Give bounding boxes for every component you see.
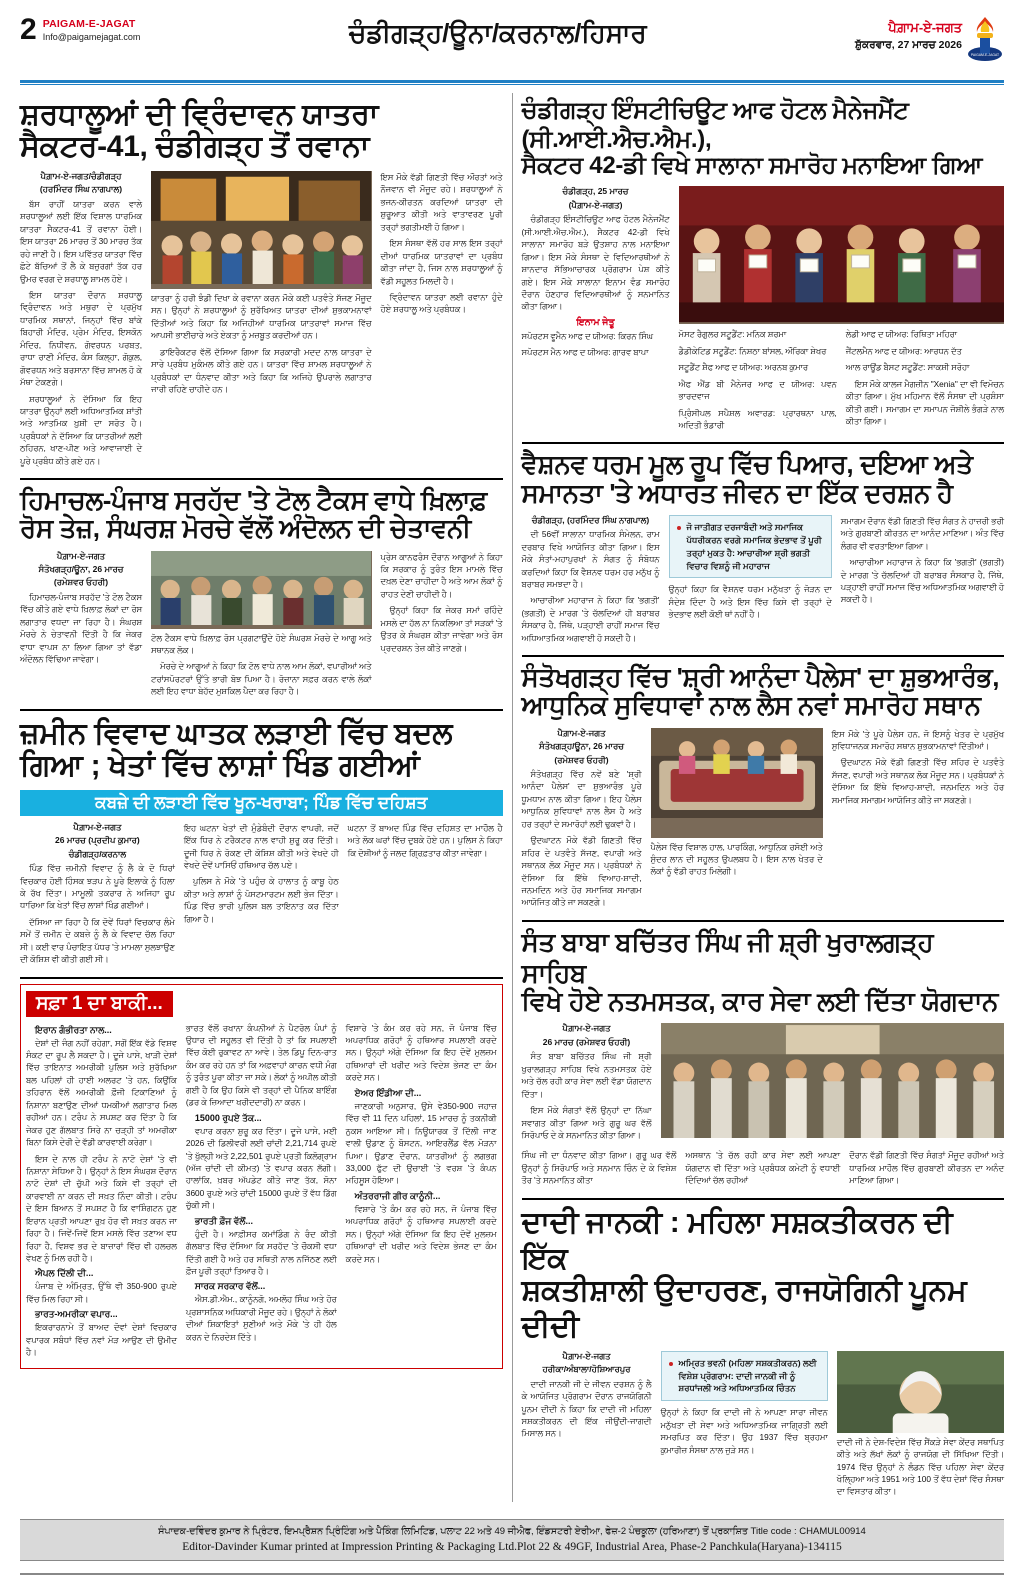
jump-item-head: 15000 ਰੁਪਏ ਤੱਕ...: [194, 1112, 262, 1123]
jump-col-2: [186, 1022, 337, 1363]
ananda-para-1: ਸੰਤੋਖਗੜ੍ਹ ਵਿੱਚ ਨਵੇਂ ਬਣੇ 'ਸ਼੍ਰੀ ਆਨੰਦਾ ਪੈਲੇਸ' ਦਾ ਸ਼ੁਭਆਰੰਭ ਪੂਰੇ ਧੂਮਧਾਮ ਨਾਲ ਕੀਤਾ ਗਿਆ। ਇਹ ਪੈਲੇਸ ਆਧੁਨਿਕ ਸੁਵਿਧਾਵਾਂ ਨਾਲ ਲੈਸ ਹੈ ਅਤੇ ਹਰ ਤਰ੍ਹਾਂ ਦੇ ਸਮਾਰੋਹਾਂ ਲਈ ਢੁਕਵਾਂ ਹੈ।: [521, 769, 642, 829]
dadi-callout-text: ਅਮ੍ਰਿਤ ਭਵਨੀ (ਮਹਿਲਾ ਸਸ਼ਕਤੀਕਰਨ) ਲਈ ਵਿਸ਼ੇਸ਼ ਪ੍ਰੋਗਰਾਮ: ਦਾਦੀ ਜਾਨਕੀ ਜੀ ਨੂੰ ਸ਼ਰਧਾਂਜਲੀ ਅਤੇ ਅਧਿਆਤਮਿਕ ਚਿੰਤਨ: [669, 1357, 820, 1396]
vaishnav-col-1: [522, 515, 660, 648]
ananda-para-2: ਉਦਘਾਟਨ ਮੌਕੇ ਵੱਡੀ ਗਿਣਤੀ ਵਿੱਚ ਸ਼ਹਿਰ ਦੇ ਪਤਵੰਤੇ ਸੱਜਣ, ਵਪਾਰੀ ਅਤੇ ਸਥਾਨਕ ਲੋਕ ਮੌਜੂਦ ਸਨ। ਪ੍ਰਬੰਧਕਾਂ ਨੇ ਦੱਸਿਆ ਕਿ ਇੱਥੇ ਵਿਆਹ-ਸ਼ਾਦੀ, ਜਨਮਦਿਨ ਅਤੇ ਹੋਰ ਸਮਾਜਿਕ ਸਮਾਗਮ ਆਯੋਜਿਤ ਕੀਤੇ ਜਾ ਸਕਣਗੇ।: [521, 835, 642, 908]
vaishnav-para-2: ਆਚਾਰੀਆ ਮਹਾਰਾਜ ਨੇ ਕਿਹਾ ਕਿ 'ਭਗਤੀ' (ਭਗਤੀ) ਦੇ ਮਾਰਗ 'ਤੇ ਚੱਲਦਿਆਂ ਹੀ ਬਰਾਬਰ ਸੰਸਕਾਰ ਹੈ, ਜਿੱਥੇ, ਪੜ੍ਹਾਈ ਰਾਹੀਂ ਸਮਾਜ ਵਿੱਚ ਅਧਿਆਤਮਿਕ ਅਗਵਾਈ ਹੋ ਸਕਦੀ ਹੈ।: [521, 595, 660, 643]
jump-item-text: ਐਸ.ਡੀ.ਐਮ., ਕਾਨੂੰਨਗੋ, ਅਮਲੋਹ ਸਿੰਘ ਅਤੇ ਹੋਰ ਪ੍ਰਸ਼ਾਸਨਿਕ ਅਧਿਕਾਰੀ ਮੌਜੂਦ ਰਹੇ। ਉਨ੍ਹਾਂ ਨੇ ਲੋਕਾਂ ਦੀਆਂ ਸ਼ਿਕਾਇਤਾਂ ਸੁਣੀਆਂ ਅਤੇ ਮੌਕੇ 'ਤੇ ਹੀ ਹੱਲ ਕਰਨ ਦੇ ਨਿਰਦੇਸ਼ ਦਿੱਤੇ।: [185, 1294, 337, 1342]
ananda-para-4: ਇਸ ਮੌਕੇ 'ਤੇ ਪੂਰੇ ਪੈਲੇਸ ਹਨ, ਜੋ ਇਸਨੂੰ ਖੇਤਰ ਦੇ ਪ੍ਰਮੁੱਖ ਸੁਵਿਧਾਜਨਕ ਸਮਾਰੋਹ ਸਥਾਨ ਸ਼ੁਭਕਾਮਨਾਵਾਂ ਦਿੱਤੀਆਂ।: [831, 728, 1004, 752]
jump-item-text: ਭਾਰਤ ਵੱਲੋਂ ਰਖਾਨਾ ਕੰਪਨੀਆਂ ਨੇ ਪੈਟਰੋਲ ਪੰਪਾਂ ਨੂੰ ਉਧਾਰ ਦੀ ਸਹੂਲਤ ਵੀ ਦਿੱਤੀ ਹੈ ਤਾਂ ਕਿ ਸਪਲਾਈ ਵਿੱਚ ਕੋਈ ਰੁਕਾਵਟ ਨਾ ਆਵੇ। ਤੇਲ ਡਿਪੂ ਦਿਨ-ਰਾਤ ਕੰਮ ਕਰ ਰਹੇ ਹਨ ਤਾਂ ਕਿ ਅਫ਼ਵਾਹਾਂ ਕਾਰਨ ਵਧੀ ਮੰਗ ਨੂੰ ਤੁਰੰਤ ਪੂਰਾ ਕੀਤਾ ਜਾ ਸਕੇ। ਲੋਕਾਂ ਨੂੰ ਅਪੀਲ ਕੀਤੀ ਗਈ ਹੈ ਕਿ ਉਹ ਕਿਸੇ ਵੀ ਤਰ੍ਹਾਂ ਦੀ ਪੈਨਿਕ ਬਾਇੰਗ (ਡਰ ਕੇ ਜ਼ਿਆਦਾ ਖਰੀਦਦਾਰੀ) ਨਾ ਕਰਨ।: [185, 1022, 337, 1108]
divider-after-ananda: [522, 920, 1005, 922]
edition-list: ਚੰਡੀਗੜ੍ਹ/ਊਨਾ/ਕਰਨਾਲ/ਹਿਸਾਰ: [348, 18, 647, 48]
jump-columns: [26, 1022, 497, 1363]
ananda-col-3: [832, 728, 1004, 913]
vrindavan-columns: [20, 171, 503, 471]
issue-date: ਸ਼ੁੱਕਰਵਾਰ, 27 ਮਾਰਚ 2026: [855, 38, 962, 51]
cihm-awards-left: [679, 328, 837, 435]
dadi-columns: [522, 1351, 1005, 1502]
land-para-2: ਦੱਸਿਆ ਜਾ ਰਿਹਾ ਹੈ ਕਿ ਦੋਵੇਂ ਧਿਰਾਂ ਵਿਚਕਾਰ ਲੰਮੇ ਸਮੇਂ ਤੋਂ ਜ਼ਮੀਨ ਦੇ ਕਬਜ਼ੇ ਨੂੰ ਲੈ ਕੇ ਵਿਵਾਦ ਚੱਲ ਰਿਹਾ ਸੀ। ਕਈ ਵਾਰ ਪੰਚਾਇਤ ਪੱਧਰ 'ਤੇ ਮਾਮਲਾ ਸੁਲਝਾਉਣ ਦੀ ਕੋਸ਼ਿਸ਼ ਵੀ ਕੀਤੀ ਗਈ ਸੀ।: [20, 916, 175, 965]
dadi-photo: [837, 1351, 1004, 1433]
land-para-4: ਪੁਲਿਸ ਨੇ ਮੌਕੇ 'ਤੇ ਪਹੁੰਚ ਕੇ ਹਾਲਾਤ ਨੂੰ ਕਾਬੂ ਹੇਠ ਕੀਤਾ ਅਤੇ ਲਾਸ਼ਾਂ ਨੂੰ ਪੋਸਟਮਾਰਟਮ ਲਈ ਭੇਜ ਦਿੱਤਾ। ਪਿੰਡ ਵਿੱਚ ਭਾਰੀ ਪੁਲਿਸ ਬਲ ਤਾਇਨਾਤ ਕਰ ਦਿੱਤਾ ਗਿਆ ਹੈ।: [183, 876, 339, 924]
cihm-award-item: ਜੈਂਟਲਮੈਨ ਆਫ ਦ ਯੀਅਰ: ਆਰਧਨ ਦੱਤ: [845, 345, 962, 356]
vrindavan-col-2: [151, 171, 372, 471]
land-byline-3: ਚੰਡੀਗੜ੍ਹ/ਕਰਨਾਲ: [68, 848, 127, 859]
ananda-photo: [651, 728, 823, 838]
divider-after-cihm: [522, 442, 1005, 444]
cihm-award-item: ਸਪੋਰਟਸ ਵੂਮੈਨ ਆਫ ਦ ਯੀਅਰ: ਕਿਰਨ ਸਿੰਘ: [521, 330, 653, 341]
toll-para-2: ਮੋਰਚੇ ਦੇ ਆਗੂਆਂ ਨੇ ਕਿਹਾ ਕਿ ਟੋਲ ਵਾਧੇ ਨਾਲ ਆਮ ਲੋਕਾਂ, ਵਪਾਰੀਆਂ ਅਤੇ ਟਰਾਂਸਪੋਰਟਰਾਂ ਉੱਤੇ ਭਾਰੀ ਬੋਝ ਪਿਆ ਹੈ। ਰੋਜ਼ਾਨਾ ਸਫ਼ਰ ਕਰਨ ਵਾਲੇ ਲੋਕਾਂ ਲਈ ਇਹ ਵਾਧਾ ਬੇਹੱਦ ਮੁਸ਼ਕਿਲ ਪੈਦਾ ਕਰ ਰਿਹਾ ਹੈ।: [151, 661, 372, 697]
khuralgarh-lower-columns: [522, 1149, 1005, 1190]
ananda-byline-1: ਪੈਗ਼ਾਮ-ਏ-ਜਗਤ: [557, 727, 606, 738]
headline-dadi-line2: ਸ਼ਕਤੀਸ਼ਾਲੀ ਉਦਾਹਰਣ, ਰਾਜਯੋਗਿਨੀ ਪੂਨਮ ਦੀਦੀ: [521, 1273, 967, 1343]
toll-col-3: [381, 551, 503, 702]
land-col-1: [20, 822, 175, 970]
toll-photo: [151, 551, 372, 629]
headline-ananda-line1: ਸੰਤੋਖਗੜ੍ਹ ਵਿੱਚ 'ਸ਼੍ਰੀ ਆਨੰਦਾ ਪੈਲੇਸ' ਦਾ ਸ਼ੁਭਆਰੰਭ,: [521, 662, 1000, 693]
jump-item-head: ਭਾਰਤ-ਅਮਰੀਕਾ ਵਪਾਰ...: [35, 1309, 118, 1320]
center-column-divider: [512, 93, 513, 1502]
jump-item-text: ਇਸ ਦੇ ਨਾਲ ਹੀ ਟਰੰਪ ਨੇ ਨਾਟੋ ਦੇਸ਼ਾਂ 'ਤੇ ਵੀ ਨਿਸ਼ਾਨਾ ਸੇਧਿਆ ਹੈ। ਉਨ੍ਹਾਂ ਨੇ ਇਸ ਸੰਘਰਸ਼ ਦੌਰਾਨ ਨਾਟੋ ਦੇਸ਼ਾਂ ਦੀ ਚੁੱਪੀ ਅਤੇ ਕਿਸੇ ਵੀ ਤਰ੍ਹਾਂ ਦੀ ਕਾਰਵਾਈ ਨਾ ਕਰਨ ਦੀ ਸਖ਼ਤ ਨਿੰਦਾ ਕੀਤੀ। ਟਰੰਪ ਦੇ ਇਸ ਬਿਆਨ ਤੋਂ ਸਪਸ਼ਟ ਹੈ ਕਿ ਵਾਸ਼ਿੰਗਟਨ ਹੁਣ ਇਰਾਨ ਪ੍ਰਤੀ ਆਪਣਾ ਰੁਖ਼ ਹੋਰ ਵੀ ਸਖ਼ਤ ਕਰਨ ਜਾ ਰਿਹਾ ਹੈ। ਜਿਵੇਂ-ਜਿਵੇਂ ਇਸ ਮਸਲੇ ਵਿੱਚ ਤਣਾਅ ਵਧ ਰਿਹਾ ਹੈ, ਵਿਸ਼ਵ ਭਰ ਦੇ ਬਾਜ਼ਾਰਾਂ ਵਿੱਚ ਵੀ ਹਲਚਲ ਵੇਖਣ ਨੂੰ ਮਿਲ ਰਹੀ ਹੈ।: [26, 1153, 177, 1264]
headline-dadi-line1: ਦਾਦੀ ਜਾਨਕੀ : ਮਹਿਲਾ ਸਸ਼ਕਤੀਕਰਨ ਦੀ ਇੱਕ: [521, 1205, 953, 1275]
toll-para-4: ਉਨ੍ਹਾਂ ਕਿਹਾ ਕਿ ਜੇਕਰ ਸਮਾਂ ਰਹਿੰਦੇ ਮਸਲੇ ਦਾ ਹੱਲ ਨਾ ਨਿਕਲਿਆ ਤਾਂ ਸੜਕਾਂ 'ਤੇ ਉਤਰ ਕੇ ਸੰਘਰਸ਼ ਕੀਤਾ ਜਾਵੇਗਾ ਅਤੇ ਰੋਸ ਪ੍ਰਦਰਸ਼ਨ ਤੇਜ਼ ਕੀਤੇ ਜਾਣਗੇ।: [380, 605, 503, 653]
vrindavan-para-1: ਬੱਸ ਰਾਹੀਂ ਯਾਤਰਾ ਕਰਨ ਵਾਲੇ ਸ਼ਰਧਾਲੂਆਂ ਲਈ ਇੱਕ ਵਿਸ਼ਾਲ ਧਾਰਮਿਕ ਯਾਤਰਾ ਸੈਕਟਰ-41 ਤੋਂ ਰਵਾਨਾ ਹੋਈ। ਇਸ ਯਾਤਰਾ 26 ਮਾਰਚ ਤੋਂ 30 ਮਾਰਚ ਤੱਕ ਰਹੇ ਜਾਣੀ ਹੈ। ਇਸ ਪਵਿੱਤਰ ਯਾਤਰਾ ਵਿੱਚ ਛੋਟੇ ਬੱਚਿਆਂ ਤੋਂ ਲੈ ਕੇ ਬਜ਼ੁਰਗਾਂ ਤੱਕ ਹਰ ਉਮਰ ਵਰਗ ਦੇ ਸ਼ਰਧਾਲੂ ਸ਼ਾਮਲ ਹੋਏ।: [20, 198, 142, 284]
ananda-col-2: [651, 728, 823, 913]
cihm-award-item: ਪ੍ਰਿੰਸੀਪਲ ਸਪੈਸ਼ਲ ਅਵਾਰਡ: ਪ੍ਰਾਰਥਨਾ ਪਾਲ, ਅਦਿਤੀ ਭੰਡਾਰੀ: [678, 407, 837, 431]
masthead-left: [20, 13, 141, 46]
vaishnav-callout-text: ਜੋ ਜਾਤੀਗਤ ਦਰਜਾਬੰਦੀ ਅਤੇ ਸਮਾਜਿਕ ਪੱਧਰੀਕਰਨ ਵਰਗੇ ਸਮਾਜਿਕ ਭੇਦਭਾਵ ਤੋਂ ਪੂਰੀ ਤਰ੍ਹਾਂ ਮੁਕਤ ਹੈ: ਆਚਾਰੀਆ ਸ਼੍ਰੀ ਭਗਤੀ ਵਿਚਾਰ ਵਿਸ਼ਨੂੰ ਜੀ ਮਹਾਰਾਜ: [677, 521, 824, 573]
land-para-3: ਇਹ ਘਟਨਾ ਖੇਤਾਂ ਦੀ ਮੁੰਡੇਬੰਦੀ ਦੌਰਾਨ ਵਾਪਰੀ, ਜਦੋਂ ਇੱਕ ਧਿਰ ਨੇ ਟਰੈਕਟਰ ਨਾਲ ਵਾਹੀ ਸ਼ੁਰੂ ਕਰ ਦਿੱਤੀ। ਦੂਜੀ ਧਿਰ ਨੇ ਰੋਕਣ ਦੀ ਕੋਸ਼ਿਸ਼ ਕੀਤੀ ਅਤੇ ਵੇਖਦੇ ਹੀ ਵੇਖਦੇ ਦੋਵੇਂ ਪਾਸਿਓਂ ਹਥਿਆਰ ਚੱਲ ਪਏ।: [183, 822, 339, 870]
article-ananda-palace: [522, 662, 1005, 913]
headline-vrindavan-line2: ਸੈਕਟਰ-41, ਚੰਡੀਗੜ੍ਹ ਤੋਂ ਰਵਾਨਾ: [20, 130, 370, 163]
article-cihm: [522, 97, 1005, 435]
byline-line1: ਪੈਗ਼ਾਮ-ਏ-ਜਗਤ/ਚੰਡੀਗੜ੍ਹ: [40, 171, 122, 181]
dadi-byline-1: ਪੈਗ਼ਾਮ-ਏ-ਜਗਤ: [562, 1350, 611, 1361]
ananda-para-3: ਪੈਲੇਸ ਵਿੱਚ ਵਿਸ਼ਾਲ ਹਾਲ, ਪਾਰਕਿੰਗ, ਆਧੁਨਿਕ ਰਸੋਈ ਅਤੇ ਸੁੰਦਰ ਲਾਨ ਦੀ ਸਹੂਲਤ ਉਪਲਬਧ ਹੈ। ਇਸ ਨਾਲ ਖੇਤਰ ਦੇ ਲੋਕਾਂ ਨੂੰ ਵੱਡੀ ਰਾਹਤ ਮਿਲੇਗੀ।: [650, 841, 823, 877]
vrindavan-para-4: ਯਾਤਰਾ ਨੂੰ ਹਰੀ ਝੰਡੀ ਦਿਖਾ ਕੇ ਰਵਾਨਾ ਕਰਨ ਮੌਕੇ ਕਈ ਪਤਵੰਤੇ ਸੱਜਣ ਮੌਜੂਦ ਸਨ। ਉਨ੍ਹਾਂ ਨੇ ਸ਼ਰਧਾਲੂਆਂ ਨੂੰ ਸੁਰੱਖਿਅਤ ਯਾਤਰਾ ਦੀਆਂ ਸ਼ੁਭਕਾਮਨਾਵਾਂ ਦਿੱਤੀਆਂ ਅਤੇ ਕਿਹਾ ਕਿ ਅਜਿਹੀਆਂ ਧਾਰਮਿਕ ਯਾਤਰਾਵਾਂ ਸਮਾਜ ਵਿੱਚ ਆਪਸੀ ਭਾਈਚਾਰੇ ਅਤੇ ਏਕਤਾ ਨੂੰ ਮਜ਼ਬੂਤ ਕਰਦੀਆਂ ਹਨ।: [151, 293, 372, 341]
vaishnav-callout: [669, 515, 832, 579]
toll-byline-3: (ਰਮੇਸ਼ਵਰ ਓਹਰੀ): [53, 577, 109, 588]
masthead-rule: [20, 80, 1004, 83]
article-toll-tax: [20, 485, 503, 702]
svg-text:PAIGAM-E-JAGAT: PAIGAM-E-JAGAT: [970, 53, 1000, 57]
article-khuralgarh: [522, 927, 1005, 1191]
cihm-col-1: [522, 186, 670, 435]
jump-item-head: ਏਅਰ ਇੰਡੀਆ ਦੀ...: [354, 1087, 422, 1098]
publication-imprint: [20, 1519, 1004, 1561]
vrindavan-photo-caption: ਵ੍ਰਿੰਦਾਵਨ ਯਾਤਰਾ ਲਈ ਰਵਾਨਾ ਹੁੰਦੇ ਹੋਏ ਸ਼ਰਧਾਲੂ ਅਤੇ ਪ੍ਰਬੰਧਕ।: [380, 291, 503, 315]
divider-after-toll: [20, 709, 503, 711]
land-byline-2: 26 ਮਾਰਚ (ਪ੍ਰਦੀਪ ਕੁਮਾਰ): [55, 835, 140, 846]
vaishnav-para-4: ਸਮਾਗਮ ਦੌਰਾਨ ਵੱਡੀ ਗਿਣਤੀ ਵਿੱਚ ਸੰਗਤ ਨੇ ਹਾਜ਼ਰੀ ਭਰੀ ਅਤੇ ਗੁਰਬਾਣੀ ਕੀਰਤਨ ਦਾ ਆਨੰਦ ਮਾਣਿਆ। ਅੰਤ ਵਿੱਚ ਲੰਗਰ ਵੀ ਵਰਤਾਇਆ ਗਿਆ।: [840, 515, 1004, 551]
vrindavan-col-3: [381, 171, 503, 471]
masthead: [20, 0, 1004, 74]
torch-logo-icon: [966, 16, 1004, 62]
toll-byline-1: ਪੈਗ਼ਾਮ-ਏ-ਜਗਤ: [56, 550, 106, 561]
right-half: [522, 93, 1005, 1502]
toll-col-2: [151, 551, 372, 702]
jump-item-text: ਜਾਣਕਾਰੀ ਅਨੁਸਾਰ, ਉਸੇ ਵੇ350-900 ਜਹਾਜ਼ ਵਿੱਚ ਵੀ 11 ਦਿਨ ਪਹਿਲਾਂ, 15 ਮਾਰਚ ਨੂੰ ਤਕਨੀਕੀ ਨੁਕਸ ਆਇਆ ਸੀ। ਨਿਊਯਾਰਕ ਤੋਂ ਦਿੱਲੀ ਜਾਣ ਵਾਲੀ ਉਡਾਣ ਨੂੰ ਬੋਸਟਨ, ਆਇਰਲੈਂਡ ਵੱਲ ਮੋੜਨਾ ਪਿਆ। ਉਡਾਣ ਦੌਰਾਨ, ਯਾਤਰੀਆਂ ਨੂੰ ਲਗਭਗ 33,000 ਫੁੱਟ ਦੀ ਉਚਾਈ 'ਤੇ ਵਰਸ਼ 'ਤੇ ਕੰਪਨ ਮਹਿਸੂਸ ਹੋਇਆ।: [345, 1100, 497, 1186]
vaishnav-para-3: ਉਨ੍ਹਾਂ ਕਿਹਾ ਕਿ ਵੈਸ਼ਨਵ ਧਰਮ ਮਨੁੱਖਤਾ ਨੂੰ ਜੋੜਨ ਦਾ ਸੰਦੇਸ਼ ਦਿੰਦਾ ਹੈ ਅਤੇ ਇਸ ਵਿੱਚ ਕਿਸੇ ਵੀ ਤਰ੍ਹਾਂ ਦੇ ਭੇਦਭਾਵ ਲਈ ਕੋਈ ਥਾਂ ਨਹੀਂ ਹੈ।: [668, 584, 832, 620]
vaishnav-para-2-dup: ਆਚਾਰੀਆ ਮਹਾਰਾਜ ਨੇ ਕਿਹਾ ਕਿ 'ਭਗਤੀ' (ਭਗਤੀ) ਦੇ ਮਾਰਗ 'ਤੇ ਚੱਲਦਿਆਂ ਹੀ ਬਰਾਬਰ ਸੰਸਕਾਰ ਹੈ, ਜਿੱਥੇ, ਪੜ੍ਹਾਈ ਰਾਹੀਂ ਸਮਾਜ ਵਿੱਚ ਅਧਿਆਤਮਿਕ ਅਗਵਾਈ ਹੋ ਸਕਦੀ ਹੈ।: [840, 557, 1004, 605]
land-col-3: [348, 822, 503, 970]
cihm-award-item: ਸਪੋਰਟਸ ਮੈਨ ਆਫ ਦ ਯੀਅਰ: ਗਾਰਵ ਬਾਪਾ: [521, 347, 649, 358]
vrindavan-para-3: ਸ਼ਰਧਾਲੂਆਂ ਨੇ ਦੱਸਿਆ ਕਿ ਇਹ ਯਾਤਰਾ ਉਨ੍ਹਾਂ ਲਈ ਅਧਿਆਤਮਿਕ ਸ਼ਾਂਤੀ ਅਤੇ ਆਤਮਿਕ ਖ਼ੁਸ਼ੀ ਦਾ ਸਰੋਤ ਹੈ। ਪ੍ਰਬੰਧਕਾਂ ਨੇ ਦੱਸਿਆ ਕਿ ਯਾਤਰੀਆਂ ਲਈ ਠਹਿਰਨ, ਖਾਣ-ਪੀਣ ਅਤੇ ਆਵਾਜਾਈ ਦੇ ਪੂਰੇ ਪ੍ਰਬੰਧ ਕੀਤੇ ਗਏ ਹਨ।: [20, 393, 142, 466]
cihm-columns: [522, 186, 1005, 435]
article-land-dispute: [20, 716, 503, 970]
jump-item-text: ਦੇਸ਼ਾਂ ਦੀ ਜੰਗ ਨਹੀਂ ਰਹੇਗਾ, ਸਗੋਂ ਇੱਕ ਵੱਡੇ ਵਿਸ਼ਵ ਸੰਕਟ ਦਾ ਰੂਪ ਲੈ ਸਕਦਾ ਹੈ। ਦੂਜੇ ਪਾਸੇ, ਖਾੜੀ ਦੇਸ਼ਾਂ ਵਿੱਚ ਤਾਇਨਾਤ ਅਮਰੀਕੀ ਪੁਲਿਸ ਅਤੇ ਸੁਰੱਖਿਆ ਬਲ ਪਹਿਲਾਂ ਹੀ ਹਾਈ ਅਲਰਟ 'ਤੇ ਹਨ, ਕਿਉਂਕਿ ਤਹਿਰਾਨ ਵੱਲੋਂ ਅਮਰੀਕੀ ਫ਼ੌਜੀ ਟਿਕਾਣਿਆਂ ਨੂੰ ਨਿਸ਼ਾਨਾ ਬਣਾਉਣ ਦੀਆਂ ਧਮਕੀਆਂ ਲਗਾਤਾਰ ਮਿਲ ਰਹੀਆਂ ਹਨ। ਟਰੰਪ ਨੇ ਸਪਸ਼ਟ ਕਰ ਦਿੱਤਾ ਹੈ ਕਿ ਜੇਕਰ ਹੁਣ ਗੱਲਬਾਤ ਸਿਰੇ ਨਾ ਚੜ੍ਹੀ ਤਾਂ ਅਮਰੀਕਾ ਬਿਨਾ ਕਿਸੇ ਦੇਰੀ ਦੇ ਵੱਡੀ ਕਾਰਵਾਈ ਕਰੇਗਾ।: [26, 1037, 177, 1148]
vaishnav-columns: [522, 515, 1005, 648]
vrindavan-para-7: ਇਸ ਸੰਸਥਾ ਵੱਲੋਂ ਹਰ ਸਾਲ ਇਸ ਤਰ੍ਹਾਂ ਦੀਆਂ ਧਾਰਮਿਕ ਯਾਤਰਾਵਾਂ ਦਾ ਪ੍ਰਬੰਧ ਕੀਤਾ ਜਾਂਦਾ ਹੈ, ਜਿਸ ਨਾਲ ਸ਼ਰਧਾਲੂਆਂ ਨੂੰ ਵੱਡੀ ਸਹੂਲਤ ਮਿਲਦੀ ਹੈ।: [380, 238, 503, 286]
divider-after-vrindavan: [20, 478, 503, 480]
headline-khuralgarh-line2: ਵਿਖੇ ਹੋਏ ਨਤਮਸਤਕ, ਕਾਰ ਸੇਵਾ ਲਈ ਦਿੱਤਾ ਯੋਗਦਾਨ: [521, 986, 999, 1017]
khuralgarh-col-2: [661, 1023, 1005, 1145]
khuralgar-para-2: ਇਸ ਮੌਕੇ ਸੰਗਤਾਂ ਵੱਲੋਂ ਉਨ੍ਹਾਂ ਦਾ ਨਿੱਘਾ ਸਵਾਗਤ ਕੀਤਾ ਗਿਆ ਅਤੇ ਗੁਰੂ ਘਰ ਵੱਲੋਂ ਸਿਰੋਪਾਓ ਦੇ ਕੇ ਸਨਮਾਨਿਤ ਕੀਤਾ ਗਿਆ।: [521, 1105, 652, 1140]
imprint-punjabi: ਸੰਪਾਦਕ-ਦਵਿੰਦਰ ਕੁਮਾਰ ਨੇ ਪ੍ਰਿੰਟਰ, ਇਮਪ੍ਰੈਸ਼ਨ ਪ੍ਰਿੰਟਿੰਗ ਅਤੇ ਪੈਕਿੰਗ ਲਿਮਿਟਿਡ, ਪਲਾਟ 22 ਅਤੇ 49 ਜੀਐਫ, ਇੰਡਸਟਰੀ ਏਰੀਆ, ਫੇਜ਼-2 ਪੰਚਕੂਲਾ (ਹਰਿਆਣਾ) ਤੋਂ ਪ੍ਰਕਾਸ਼ਿਤ Title code : CHAMUL00914: [158, 1525, 866, 1537]
land-subheadline-bar: ਕਬਜ਼ੇ ਦੀ ਲੜਾਈ ਵਿੱਚ ਖੂਨ-ਖਰਾਬਾ; ਪਿੰਡ ਵਿੱਚ ਦਹਿਸ਼ਤ: [20, 790, 503, 816]
ananda-columns: [522, 728, 1005, 913]
cihm-award-item: ਆਲ ਰਾਊਂਡ ਬੈਸਟ ਸਟੂਡੈਂਟ: ਸਾਕਸ਼ੀ ਸਰੋਹਾ: [845, 362, 970, 373]
land-col-2: [184, 822, 339, 970]
toll-photo-caption: ਟੋਲ ਟੈਕਸ ਵਾਧੇ ਖ਼ਿਲਾਫ਼ ਰੋਸ ਪ੍ਰਗਟਾਉਂਦੇ ਹੋਏ ਸੰਘਰਸ਼ ਮੋਰਚੇ ਦੇ ਆਗੂ ਅਤੇ ਸਥਾਨਕ ਲੋਕ।: [151, 632, 372, 655]
vrindavan-photo: [151, 171, 372, 289]
khuralgarh-para-4: ਅਸਥਾਨ 'ਤੇ ਚੱਲ ਰਹੀ ਕਾਰ ਸੇਵਾ ਲਈ ਆਪਣਾ ਯੋਗਦਾਨ ਵੀ ਦਿੱਤਾ ਅਤੇ ਪ੍ਰਬੰਧਕ ਕਮੇਟੀ ਨੂੰ ਵਧਾਈ ਦਿੰਦਿਆਂ ਚੱਲ ਰਹੀਆਂ: [685, 1150, 841, 1186]
ananda-byline-3: (ਰਮੇਸ਼ਵਰ ਓਹਰੀ): [554, 754, 609, 765]
masthead-rule-thin: [20, 84, 1004, 85]
khuralgarh-para-1: ਸੰਤ ਬਾਬਾ ਬਚਿੱਤਰ ਸਿੰਘ ਜੀ ਸ਼੍ਰੀ ਖੁਰਾਲਗੜ੍ਹ ਸਾਹਿਬ ਵਿਖੇ ਨਤਮਸਤਕ ਹੋਏ ਅਤੇ ਚੱਲ ਰਹੀ ਕਾਰ ਸੇਵਾ ਲਈ ਵੱਡਾ ਯੋਗਦਾਨ ਦਿੱਤਾ।: [521, 1051, 652, 1099]
ananda-byline-2: ਸੰਤੋਖਗੜ੍ਹ/ਊਨਾ, 26 ਮਾਰਚ: [539, 741, 624, 752]
article-vaishnav: [522, 449, 1005, 648]
jump-item-text: ਹੁੰਦੀ ਹੈ। ਆਫ਼ੀਸਰ ਕਮਾਂਡਿੰਗ ਨੇ ਰੰਦ ਕੀਤੀ ਗੱਲਬਾਤ ਵਿੱਚ ਦੱਸਿਆ ਕਿ ਸਰਹੱਦ 'ਤੇ ਚੌਕਸੀ ਵਧਾ ਦਿੱਤੀ ਗਈ ਹੈ ਅਤੇ ਹਰ ਸਥਿਤੀ ਨਾਲ ਨਜਿੱਠਣ ਲਈ ਫ਼ੌਜ ਪੂਰੀ ਤਰ੍ਹਾਂ ਤਿਆਰ ਹੈ।: [185, 1228, 337, 1277]
headline-toll-line1: ਹਿਮਾਚਲ-ਪੰਜਾਬ ਸਰਹੱਦ 'ਤੇ ਟੋਲ ਟੈਕਸ ਵਾਧੇ ਖ਼ਿਲਾਫ਼: [20, 485, 487, 516]
jump-item-text: ਪੰਜਾਬ ਦੇ ਅੰਮ੍ਰਿਤ, ਉੱਥੇ ਵੀ 350-900 ਰੁਪਏ ਵਿੱਚ ਮਿਲ ਰਿਹਾ ਸੀ।: [26, 1281, 177, 1304]
imprint-english: Editor-Davinder Kumar printed at Impression Printing & Packaging Ltd.Plot 22 & 49GF, Industrial Area, Phase-2 Panchkula(Haryana)-134115: [182, 1540, 842, 1553]
footer-rule: [20, 1573, 1004, 1575]
jump-item-text: ਵਿਸ਼ਾਰੇ 'ਤੇ ਕੰਮ ਕਰ ਰਹੇ ਸਨ, ਜੋ ਪੰਜਾਬ ਵਿੱਚ ਅਪਰਾਧਿਕ ਗਰੋਹਾਂ ਨੂੰ ਹਥਿਆਰ ਸਪਲਾਈ ਕਰਦੇ ਸਨ। ਉਨ੍ਹਾਂ ਅੱਗੇ ਦੱਸਿਆ ਕਿ ਇਹ ਦੋਵੇਂ ਮੁਲਜ਼ਮ ਹਥਿਆਰਾਂ ਦੀ ਖਰੀਦ ਅਤੇ ਵਿਦੇਸ਼ ਭੇਜਣ ਦਾ ਕੰਮ ਕਰਦੇ ਸਨ।: [345, 1022, 497, 1083]
jump-item-text: ਵਪਾਰ ਕਰਨਾ ਸ਼ੁਰੂ ਕਰ ਦਿੱਤਾ। ਦੂਜੇ ਪਾਸੇ, ਮਈ 2026 ਦੀ ਡਿਲੀਵਰੀ ਲਈ ਚਾਂਦੀ 2,21,714 ਰੁਪਏ 'ਤੇ ਖੁੱਲ੍ਹੀ ਅਤੇ 2,22,501 ਰੁਪਏ ਪ੍ਰਤੀ ਕਿਲੋਗ੍ਰਾਮ (ਅੱਜ ਚਾਂਦੀ ਦੀ ਕੀਮਤ) 'ਤੇ ਵਪਾਰ ਕਰਨ ਲੱਗੀ। ਹਾਲਾਂਕਿ, ਖ਼ਬਰ ਅੱਪਡੇਟ ਕੀਤੇ ਜਾਣ ਤੱਕ, ਸੋਨਾ 3600 ਰੁਪਏ ਅਤੇ ਚਾਂਦੀ 15000 ਰੁਪਏ ਤੋਂ ਵੱਧ ਡਿੱਗ ਚੁੱਕੀ ਸੀ।: [185, 1125, 337, 1211]
vrindavan-para-5: ਡਾਇਰੈਕਟਰ ਵੱਲੋਂ ਦੱਸਿਆ ਗਿਆ ਕਿ ਸਰਕਾਰੀ ਮਦਦ ਨਾਲ ਯਾਤਰਾ ਦੇ ਸਾਰੇ ਪ੍ਰਬੰਧ ਮੁਕੰਮਲ ਕੀਤੇ ਗਏ ਹਨ। ਯਾਤਰਾ ਵਿੱਚ ਸ਼ਾਮਲ ਸ਼ਰਧਾਲੂਆਂ ਨੇ ਪ੍ਰਬੰਧਕਾਂ ਦਾ ਧੰਨਵਾਦ ਕੀਤਾ ਅਤੇ ਕਿਹਾ ਕਿ ਅਜਿਹੇ ਉਪਰਾਲੇ ਲਗਾਤਾਰ ਜਾਰੀ ਰਹਿਣੇ ਚਾਹੀਦੇ ਹਨ।: [151, 346, 372, 395]
jump-item-text: ਵਿਸ਼ਾਰੇ 'ਤੇ ਕੰਮ ਕਰ ਰਹੇ ਸਨ, ਜੋ ਪੰਜਾਬ ਵਿੱਚ ਅਪਰਾਧਿਕ ਗਰੋਹਾਂ ਨੂੰ ਹਥਿਆਰ ਸਪਲਾਈ ਕਰਦੇ ਸਨ। ਉਨ੍ਹਾਂ ਅੱਗੇ ਦੱਸਿਆ ਕਿ ਇਹ ਦੋਵੇਂ ਮੁਲਜ਼ਮ ਹਥਿਆਰਾਂ ਦੀ ਖਰੀਦ ਅਤੇ ਵਿਦੇਸ਼ ਭੇਜਣ ਦਾ ਕੰਮ ਕਰਦੇ ਸਨ।: [345, 1203, 497, 1264]
cihm-award-item: ਲੇਡੀ ਆਫ ਦ ਯੀਅਰ: ਰਿਥਿਤਾ ਮਹਿਰਾ: [845, 329, 958, 340]
jump-continuation-block: [20, 984, 503, 1369]
article-vrindavan: [20, 97, 503, 471]
masthead-brand-block: [43, 16, 141, 42]
dadi-callout: [661, 1351, 828, 1402]
jump-item-head: ਅੰਤਰਰਾਜੀ ਗੀਰ ਕਾਨੂੰਨੀ...: [354, 1190, 441, 1201]
vrindavan-col-1: [20, 171, 142, 471]
headline-vaishnav-line2: ਸਮਾਨਤਾ 'ਤੇ ਅਧਾਰਤ ਜੀਵਨ ਦਾ ਇੱਕ ਦਰਸ਼ਨ ਹੈ: [521, 477, 953, 508]
vrindavan-para-2: ਇਸ ਯਾਤਰਾ ਦੌਰਾਨ ਸ਼ਰਧਾਲੂ ਵ੍ਰਿੰਦਾਵਨ ਅਤੇ ਮਥੁਰਾ ਦੇ ਪ੍ਰਮੁੱਖ ਧਾਰਮਿਕ ਸਥਾਨਾਂ, ਜਿਨ੍ਹਾਂ ਵਿੱਚ ਬਾਂਕੇ ਬਿਹਾਰੀ ਮੰਦਿਰ, ਪ੍ਰੇਮ ਮੰਦਿਰ, ਇਸਕੋਨ ਮੰਦਿਰ, ਨਿਧੀਵਨ, ਗੋਵਰਧਨ ਪਰਬਤ, ਰਾਧਾ ਰਾਣੀ ਮੰਦਿਰ, ਕੰਸ ਕਿਲ੍ਹਾ, ਗੋਕੁਲ, ਗੋਵਰਧਨ ਅਤੇ ਬਰਸਾਨਾ ਵਿੱਚ ਸ਼ਾਮਲ ਹੋ ਕੇ ਮੱਥਾ ਟੇਕਣਗੇ।: [20, 290, 142, 388]
masthead-right: [855, 16, 1004, 62]
page-number: 2: [20, 13, 37, 46]
vaishnav-col-3: [841, 515, 1004, 648]
headline-land-line2: ਗਿਆ ; ਖੇਤਾਂ ਵਿੱਚ ਲਾਸ਼ਾਂ ਖਿੰਡ ਗਈਆਂ: [20, 748, 420, 782]
khuralgarh-low-1: [522, 1149, 677, 1190]
khuralgarh-col-1: [522, 1023, 652, 1145]
jump-label: ਸਫ਼ਾ 1 ਦਾ ਬਾਕੀ...: [26, 991, 173, 1017]
headline-land-line1: ਜ਼ਮੀਨ ਵਿਵਾਦ ਘਾਤਕ ਲੜਾਈ ਵਿੱਚ ਬਦਲ: [20, 716, 453, 750]
khuralgarh-byline-2: 26 ਮਾਰਚ (ਰਮੇਸ਼ਵਰ ਓਹਰੀ): [542, 1036, 631, 1047]
divider-after-land: [20, 977, 503, 979]
cihm-award-item: ਮੋਸਟ ਰੈਗੁਲਰ ਸਟੂਡੈਂਟ: ਮਨਿਕ ਸ਼ਰਮਾ: [678, 329, 787, 340]
page-body: [20, 93, 1004, 1502]
divider-after-khuralgarh: [522, 1198, 1005, 1200]
vrindavan-para-6: ਇਸ ਮੌਕੇ ਵੱਡੀ ਗਿਣਤੀ ਵਿੱਚ ਔਰਤਾਂ ਅਤੇ ਨੌਜਵਾਨ ਵੀ ਮੌਜੂਦ ਰਹੇ। ਸ਼ਰਧਾਲੂਆਂ ਨੇ ਭਜਨ-ਕੀਰਤਨ ਕਰਦਿਆਂ ਯਾਤਰਾ ਦੀ ਸ਼ੁਰੂਆਤ ਕੀਤੀ ਅਤੇ ਵਾਤਾਵਰਣ ਪੂਰੀ ਤਰ੍ਹਾਂ ਭਗਤੀਮਈ ਹੋ ਗਿਆ।: [380, 172, 503, 232]
cihm-col-2: [679, 186, 1005, 435]
cihm-photo: [679, 186, 1005, 324]
brand-latin-name: PAIGAM-E-JAGAT: [42, 18, 136, 30]
jump-col-3: [346, 1022, 497, 1363]
jump-item-head: ਇਰਾਨ ਗੰਭੀਰਤਾ ਨਾਲ...: [35, 1024, 112, 1035]
headline-toll-line2: ਰੋਸ ਤੇਜ਼, ਸੰਘਰਸ਼ ਮੋਰਚੇ ਵੱਲੋਂ ਅੰਦੋਲਨ ਦੀ ਚੇਤਾਵਨੀ: [20, 513, 471, 544]
divider-after-vaishnav: [522, 655, 1005, 657]
headline-ananda-line2: ਆਧੁਨਿਕ ਸੁਵਿਧਾਵਾਂ ਨਾਲ ਲੈਸ ਨਵਾਂ ਸਮਾਰੋਹ ਸਥਾਨ: [521, 690, 981, 721]
cihm-awards-head: ਇਨਾਮ ਜੇਤੂ: [576, 316, 615, 328]
cihm-byline-2: (ਪੈਗ਼ਾਮ-ਏ-ਜਗਤ): [568, 199, 623, 210]
toll-para-1: ਹਿਮਾਚਲ-ਪੰਜਾਬ ਸਰਹੱਦ 'ਤੇ ਟੋਲ ਟੈਕਸ ਵਿੱਚ ਕੀਤੇ ਗਏ ਵਾਧੇ ਖ਼ਿਲਾਫ਼ ਲੋਕਾਂ ਦਾ ਰੋਸ ਲਗਾਤਾਰ ਵਧਦਾ ਜਾ ਰਿਹਾ ਹੈ। ਸੰਘਰਸ਼ ਮੋਰਚੇ ਨੇ ਚੇਤਾਵਨੀ ਦਿੱਤੀ ਹੈ ਕਿ ਜੇਕਰ ਵਾਧਾ ਵਾਪਸ ਨਾ ਲਿਆ ਗਿਆ ਤਾਂ ਵੱਡਾ ਅੰਦੋਲਨ ਵਿੱਢਿਆ ਜਾਵੇਗਾ।: [20, 591, 142, 665]
byline-line2: (ਹਰਮਿੰਦਰ ਸਿੰਘ ਨਾਗਪਾਲ): [39, 184, 123, 195]
article-dadi-janki: [522, 1205, 1005, 1502]
cihm-award-item: ਸਟੂਡੈਂਟ ਸ਼ੈਫ ਆਫ ਦ ਯੀਅਰ: ਅਰਨਬ ਕੁਮਾਰ: [678, 362, 809, 373]
toll-columns: [20, 551, 503, 702]
land-columns: [20, 822, 503, 970]
khuralgarh-photo: [661, 1023, 1005, 1138]
ananda-para-2-dup: ਉਦਘਾਟਨ ਮੌਕੇ ਵੱਡੀ ਗਿਣਤੀ ਵਿੱਚ ਸ਼ਹਿਰ ਦੇ ਪਤਵੰਤੇ ਸੱਜਣ, ਵਪਾਰੀ ਅਤੇ ਸਥਾਨਕ ਲੋਕ ਮੌਜੂਦ ਸਨ। ਪ੍ਰਬੰਧਕਾਂ ਨੇ ਦੱਸਿਆ ਕਿ ਇੱਥੇ ਵਿਆਹ-ਸ਼ਾਦੀ, ਜਨਮਦਿਨ ਅਤੇ ਹੋਰ ਸਮਾਜਿਕ ਸਮਾਗਮ ਆਯੋਜਿਤ ਕੀਤੇ ਜਾ ਸਕਣਗੇ।: [831, 757, 1004, 805]
land-para-5: ਘਟਨਾ ਤੋਂ ਬਾਅਦ ਪਿੰਡ ਵਿੱਚ ਦਹਿਸ਼ਤ ਦਾ ਮਾਹੌਲ ਹੈ ਅਤੇ ਲੋਕ ਘਰਾਂ ਵਿੱਚ ਦੁਬਕੇ ਹੋਏ ਹਨ। ਪੁਲਿਸ ਨੇ ਕਿਹਾ ਕਿ ਦੋਸ਼ੀਆਂ ਨੂੰ ਜਲਦ ਗ੍ਰਿਫ਼ਤਾਰ ਕੀਤਾ ਜਾਵੇਗਾ।: [347, 822, 503, 858]
masthead-title-block: [855, 16, 962, 52]
dadi-col-2: [661, 1351, 828, 1502]
dadi-para-1: ਦਾਦੀ ਜਾਨਕੀ ਜੀ ਦੇ ਜੀਵਨ ਦਰਸ਼ਨ ਨੂੰ ਲੈ ਕੇ ਆਯੋਜਿਤ ਪ੍ਰੋਗਰਾਮ ਦੌਰਾਨ ਰਾਜਯੋਗਿਨੀ ਪੂਨਮ ਦੀਦੀ ਨੇ ਕਿਹਾ ਕਿ ਦਾਦੀ ਜੀ ਮਹਿਲਾ ਸਸ਼ਕਤੀਕਰਨ ਦੀ ਇੱਕ ਜੀਉਂਦੀ-ਜਾਗਦੀ ਮਿਸਾਲ ਸਨ।: [521, 1378, 652, 1439]
headline-vaishnav-line1: ਵੈਸ਼ਨਵ ਧਰਮ ਮੂਲ ਰੂਪ ਵਿੱਚ ਪਿਆਰ, ਦਇਆ ਅਤੇ: [521, 449, 973, 480]
ananda-col-1: [522, 728, 642, 913]
headline-vrindavan-line1: ਸ਼ਰਧਾਲੂਆਂ ਦੀ ਵ੍ਰਿੰਦਾਵਨ ਯਾਤਰਾ: [20, 98, 379, 131]
jump-item-head: ਭਾਰਤੀ ਫ਼ੌਜ ਵੱਲੋਂ...: [194, 1215, 253, 1226]
headline-khuralgarh-line1: ਸੰਤ ਬਾਬਾ ਬਚਿੱਤਰ ਸਿੰਘ ਜੀ ਸ਼੍ਰੀ ਖੁਰਾਲਗੜ੍ਹ ਸਾਹਿਬ: [521, 926, 934, 989]
toll-col-1: [20, 551, 142, 702]
vaishnav-para-1: ਦੀ 56ਵੀਂ ਸਾਲਾਨਾ ਧਾਰਮਿਕ ਸੰਮੇਲਨ, ਰਾਮ ਦਰਬਾਰ ਵਿਖੇ ਆਯੋਜਿਤ ਕੀਤਾ ਗਿਆ। ਇਸ ਮੌਕੇ ਸੰਤਾਂ-ਮਹਾਪੁਰਖਾਂ ਨੇ ਸੰਗਤ ਨੂੰ ਸੰਬੋਧਨ ਕਰਦਿਆਂ ਕਿਹਾ ਕਿ ਵੈਸ਼ਨਵ ਧਰਮ ਹਰ ਮਨੁੱਖ ਨੂੰ ਬਰਾਬਰ ਸਮਝਦਾ ਹੈ।: [521, 529, 660, 590]
cihm-para-1: ਚੰਡੀਗੜ੍ਹ ਇੰਸਟੀਚਿਊਟ ਆਫ ਹੋਟਲ ਮੈਨੇਜਮੈਂਟ (ਸੀ.ਆਈ.ਐਚ.ਐਮ.), ਸੈਕਟਰ 42-ਡੀ ਵਿਖੇ ਸਾਲਾਨਾ ਸਮਾਰੋਹ ਬੜੇ ਉਤਸ਼ਾਹ ਨਾਲ ਮਨਾਇਆ ਗਿਆ। ਇਸ ਮੌਕੇ ਸੰਸਥਾ ਦੇ ਵਿਦਿਆਰਥੀਆਂ ਨੇ ਸ਼ਾਨਦਾਰ ਸੱਭਿਆਚਾਰਕ ਪ੍ਰੋਗਰਾਮ ਪੇਸ਼ ਕੀਤੇ ਗਏ। ਇਸ ਮੌਕੇ ਸਾਲਾਨਾ ਇਨਾਮ ਵੰਡ ਸਮਾਰੋਹ ਦੌਰਾਨ ਹੋਣਹਾਰ ਵਿਦਿਆਰਥੀਆਂ ਨੂੰ ਸਨਮਾਨਿਤ ਕੀਤਾ ਗਿਆ।: [521, 214, 670, 312]
jump-item-text: ਇਕਰਾਰਨਾਮੇ ਤੋਂ ਬਾਅਦ ਦੋਵਾਂ ਦੇਸ਼ਾਂ ਵਿਚਕਾਰ ਵਪਾਰਕ ਸਬੰਧਾਂ ਵਿੱਚ ਨਵਾਂ ਮੋੜ ਆਉਣ ਦੀ ਉਮੀਦ ਹੈ।: [26, 1322, 177, 1358]
jump-item-head: ਸਾਰਕ ਸਰਕਾਰ ਵੱਲੋਂ...: [194, 1281, 266, 1292]
khuralgarh-byline-1: ਪੈਗ਼ਾਮ-ਏ-ਜਗਤ: [562, 1023, 611, 1034]
dadi-para-3: ਦਾਦੀ ਜੀ ਨੇ ਦੇਸ਼-ਵਿਦੇਸ਼ ਵਿੱਚ ਸੈਂਕੜੇ ਸੇਵਾ ਕੇਂਦਰ ਸਥਾਪਿਤ ਕੀਤੇ ਅਤੇ ਲੱਖਾਂ ਲੋਕਾਂ ਨੂੰ ਰਾਜਯੋਗ ਦੀ ਸਿੱਖਿਆ ਦਿੱਤੀ। 1974 ਵਿੱਚ ਉਨ੍ਹਾਂ ਨੇ ਲੰਡਨ ਵਿੱਚ ਪਹਿਲਾ ਸੇਵਾ ਕੇਂਦਰ ਖੋਲ੍ਹਿਆ ਅਤੇ 1951 ਅਤੇ 100 ਤੋਂ ਵੱਧ ਦੇਸ਼ਾਂ ਵਿੱਚ ਸੰਸਥਾ ਦਾ ਵਿਸਤਾਰ ਕੀਤਾ।: [836, 1436, 1004, 1497]
dadi-col-3: [837, 1351, 1004, 1502]
cihm-para-end: ਇਸ ਮੌਕੇ ਕਾਲਜ ਮੈਗਜ਼ੀਨ "Xenia" ਦਾ ਵੀ ਵਿਮੋਚਨ ਕੀਤਾ ਗਿਆ। ਮੁੱਖ ਮਹਿਮਾਨ ਵੱਲੋਂ ਸੰਸਥਾ ਦੀ ਪ੍ਰਸ਼ੰਸਾ ਕੀਤੀ ਗਈ। ਸਮਾਗਮ ਦਾ ਸਮਾਪਨ ਜੋਸ਼ੀਲੇ ਭੰਗੜੇ ਨਾਲ ਕੀਤਾ ਗਿਆ।: [845, 378, 1004, 427]
dadi-byline-2: ਹਰੀਕਾ/ਅੰਬਾਲਾ/ਹੋਸ਼ਿਆਰਪੁਰ: [542, 1364, 631, 1375]
headline-cihm-line2: ਸੈਕਟਰ 42-ਡੀ ਵਿਖੇ ਸਾਲਾਨਾ ਸਮਾਰੋਹ ਮਨਾਇਆ ਗਿਆ: [521, 151, 983, 179]
dadi-col-1: [522, 1351, 652, 1502]
land-byline-1: ਪੈਗ਼ਾਮ-ਏ-ਜਗਤ: [73, 821, 122, 832]
khuralgarh-para-3: ਸਿੰਘ ਜੀ ਦਾ ਧੰਨਵਾਦ ਕੀਤਾ ਗਿਆ। ਗੁਰੂ ਘਰ ਵੱਲੋਂ ਉਨ੍ਹਾਂ ਨੂੰ ਸਿਰੋਪਾਓ ਅਤੇ ਸਨਮਾਨ ਚਿੰਨ ਦੇ ਕੇ ਵਿਸ਼ੇਸ਼ ਤੌਰ 'ਤੇ ਸਨਮਾਨਿਤ ਕੀਤਾ: [521, 1150, 677, 1186]
jump-col-1: [26, 1022, 177, 1363]
masthead-title: ਪੈਗ਼ਾਮ-ਏ-ਜਗਤ: [888, 20, 962, 35]
cihm-byline-1: ਚੰਡੀਗੜ੍ਹ, 25 ਮਾਰਚ: [562, 186, 629, 197]
cihm-award-item: ਐਫ ਐਂਡ ਬੀ ਮੈਨੇਜਰ ਆਫ ਦ ਯੀਅਰ: ਪਵਨ ਭਾਰਦਵਾਜ: [678, 378, 837, 402]
vaishnav-byline: ਚੰਡੀਗੜ੍ਹ, (ਹਰਮਿੰਦਰ ਸਿੰਘ ਨਾਗਪਾਲ): [531, 514, 650, 525]
cihm-awards-split: [679, 328, 1005, 435]
khuralgarh-para-5: ਦੌਰਾਨ ਵੱਡੀ ਗਿਣਤੀ ਵਿੱਚ ਸੰਗਤਾਂ ਮੌਜੂਦ ਰਹੀਆਂ ਅਤੇ ਧਾਰਮਿਕ ਮਾਹੌਲ ਵਿੱਚ ਗੁਰਬਾਣੀ ਕੀਰਤਨ ਦਾ ਅਨੰਦ ਮਾਣਿਆ ਗਿਆ।: [849, 1150, 1004, 1186]
khuralgarh-columns: [522, 1023, 1005, 1145]
dadi-para-2: ਉਨ੍ਹਾਂ ਨੇ ਕਿਹਾ ਕਿ ਦਾਦੀ ਜੀ ਨੇ ਆਪਣਾ ਸਾਰਾ ਜੀਵਨ ਮਨੁੱਖਤਾ ਦੀ ਸੇਵਾ ਅਤੇ ਅਧਿਆਤਮਿਕ ਜਾਗ੍ਰਿਤੀ ਲਈ ਸਮਰਪਿਤ ਕਰ ਦਿੱਤਾ। ਉਹ 1937 ਵਿੱਚ ਬ੍ਰਹਮਾ ਕੁਮਾਰੀਜ਼ ਸੰਸਥਾ ਨਾਲ ਜੁੜੇ ਸਨ।: [660, 1407, 828, 1455]
vaishnav-col-2: [669, 515, 832, 648]
cihm-awards-right: [846, 328, 1004, 435]
brand-email: Info@paigamejagat.com: [42, 31, 141, 42]
land-para-1: ਪਿੰਡ ਵਿੱਚ ਜ਼ਮੀਨੀ ਵਿਵਾਦ ਨੂੰ ਲੈ ਕੇ ਦੋ ਧਿਰਾਂ ਵਿਚਕਾਰ ਹੋਈ ਹਿੰਸਕ ਝੜਪ ਨੇ ਪੂਰੇ ਇਲਾਕੇ ਨੂੰ ਹਿਲਾ ਕੇ ਰੱਖ ਦਿੱਤਾ। ਮਾਮੂਲੀ ਤਕਰਾਰ ਨੇ ਅਜਿਹਾ ਰੂਪ ਧਾਰਿਆ ਕਿ ਖੇਤਾਂ ਵਿੱਚ ਲਾਸ਼ਾਂ ਖਿੰਡ ਗਈਆਂ।: [20, 863, 175, 911]
khuralgarh-low-2: [685, 1149, 840, 1190]
toll-byline-2: ਸੰਤੋਖਗੜ੍ਹ/ਊਨਾ, 26 ਮਾਰਚ: [38, 563, 124, 574]
headline-cihm-line1: ਚੰਡੀਗੜ੍ਹ ਇੰਸਟੀਚਿਊਟ ਆਫ ਹੋਟਲ ਮੈਨੇਜਮੈਂਟ (ਸੀ.ਆਈ.ਐਚ.ਐਮ.),: [521, 97, 909, 153]
jump-item-head: ਐਪਲ ਦਿੱਲੀ ਦੀ...: [35, 1268, 94, 1279]
cihm-award-item: ਡੈਡੀਕੇਟਿਡ ਸਟੂਡੈਂਟ: ਨਿਸ਼ਠਾ ਬਾਂਸਲ, ਔਰਿਕਾ ਸ਼ੇਖਰ: [678, 345, 827, 356]
toll-para-3: ਪ੍ਰੇਸ ਕਾਨਫਰੰਸ ਦੌਰਾਨ ਆਗੂਆਂ ਨੇ ਕਿਹਾ ਕਿ ਸਰਕਾਰ ਨੂੰ ਤੁਰੰਤ ਇਸ ਮਾਮਲੇ ਵਿੱਚ ਦਖ਼ਲ ਦੇਣਾ ਚਾਹੀਦਾ ਹੈ ਅਤੇ ਆਮ ਲੋਕਾਂ ਨੂੰ ਰਾਹਤ ਦੇਣੀ ਚਾਹੀਦੀ ਹੈ।: [380, 551, 503, 599]
khuralgarh-low-3: [849, 1149, 1004, 1190]
left-half: [20, 93, 503, 1502]
